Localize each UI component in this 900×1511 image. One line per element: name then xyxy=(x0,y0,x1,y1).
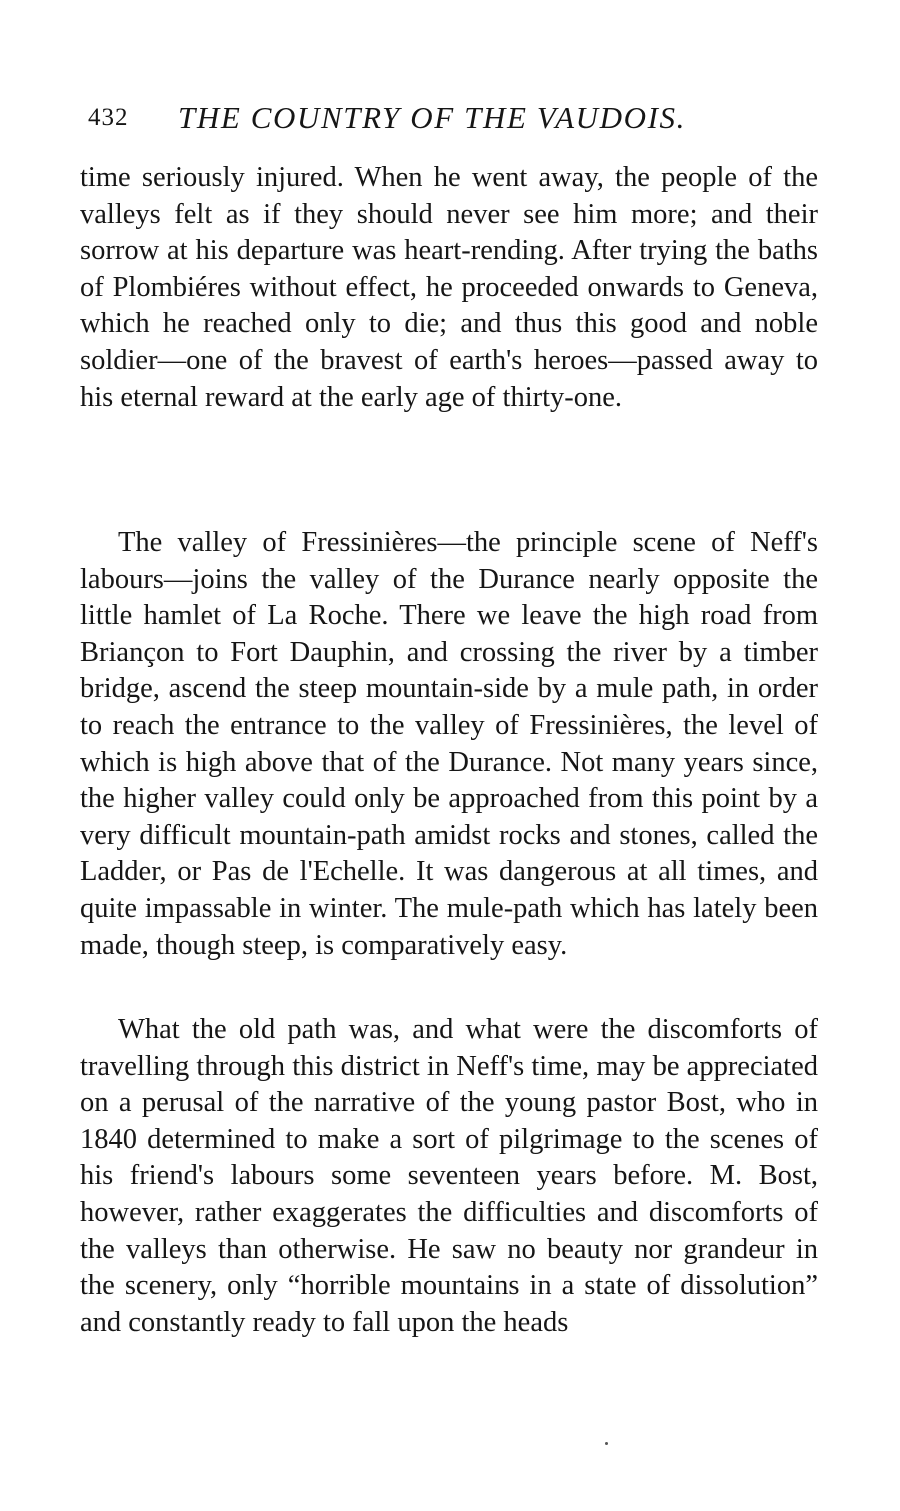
running-title: THE COUNTRY OF THE VAUDOIS. xyxy=(178,100,686,135)
ink-speck xyxy=(605,1442,608,1445)
paragraph-text: time seriously injured. When he went away, the people of the valleys felt as if they should never see him more; and their sorrow at his departure was heart-rending. After trying the baths of Plombiéres without effect, he proceeded onwards to Geneva, which he reached only to die; and thus this good and noble soldier—one of the bravest of earth's heroes—passed away to his eternal reward at the early age of thirty-one. xyxy=(80,162,818,413)
paragraph-continued xyxy=(80,160,818,416)
paragraph-old-path xyxy=(80,1012,818,1341)
paragraph-text: What the old path was, and what were the discomforts of travelling through this district in Neff's time, may be appreciated on a perusal of the narrative of the young pastor Bost, who in 1840 determined to make a sort of pilgrimage to the scenes of his friend's labours some seventeen years before. M. Bost, however, rather exaggerates the difficulties and discomforts of the valleys than otherwise. He saw no beauty nor grandeur in the scenery, only “horrible mountains in a state of dissolution” and constantly ready to fall upon the heads xyxy=(80,1014,818,1338)
paragraph-fressinieres xyxy=(80,525,818,964)
paragraph-text: The valley of Fressinières—the principle scene of Neff's labours—joins the valley of the Durance nearly opposite the little hamlet of La Roche. There we leave the high road from Briançon to Fort Dauphin, and crossing the river by a timber bridge, ascend the steep mountain-side by a mule path, in order to reach the entrance to the valley of Fressinières, the level of which is high above that of the Durance. Not many years since, the higher valley could only be approached from this point by a very difficult mountain-path amidst rocks and stones, called the Ladder, or Pas de l'Echelle. It was dangerous at all times, and quite impassable in winter. The mule-path which has lately been made, though steep, is comparatively easy. xyxy=(80,527,818,961)
page-number: 432 xyxy=(88,104,129,131)
page-header xyxy=(88,100,828,140)
